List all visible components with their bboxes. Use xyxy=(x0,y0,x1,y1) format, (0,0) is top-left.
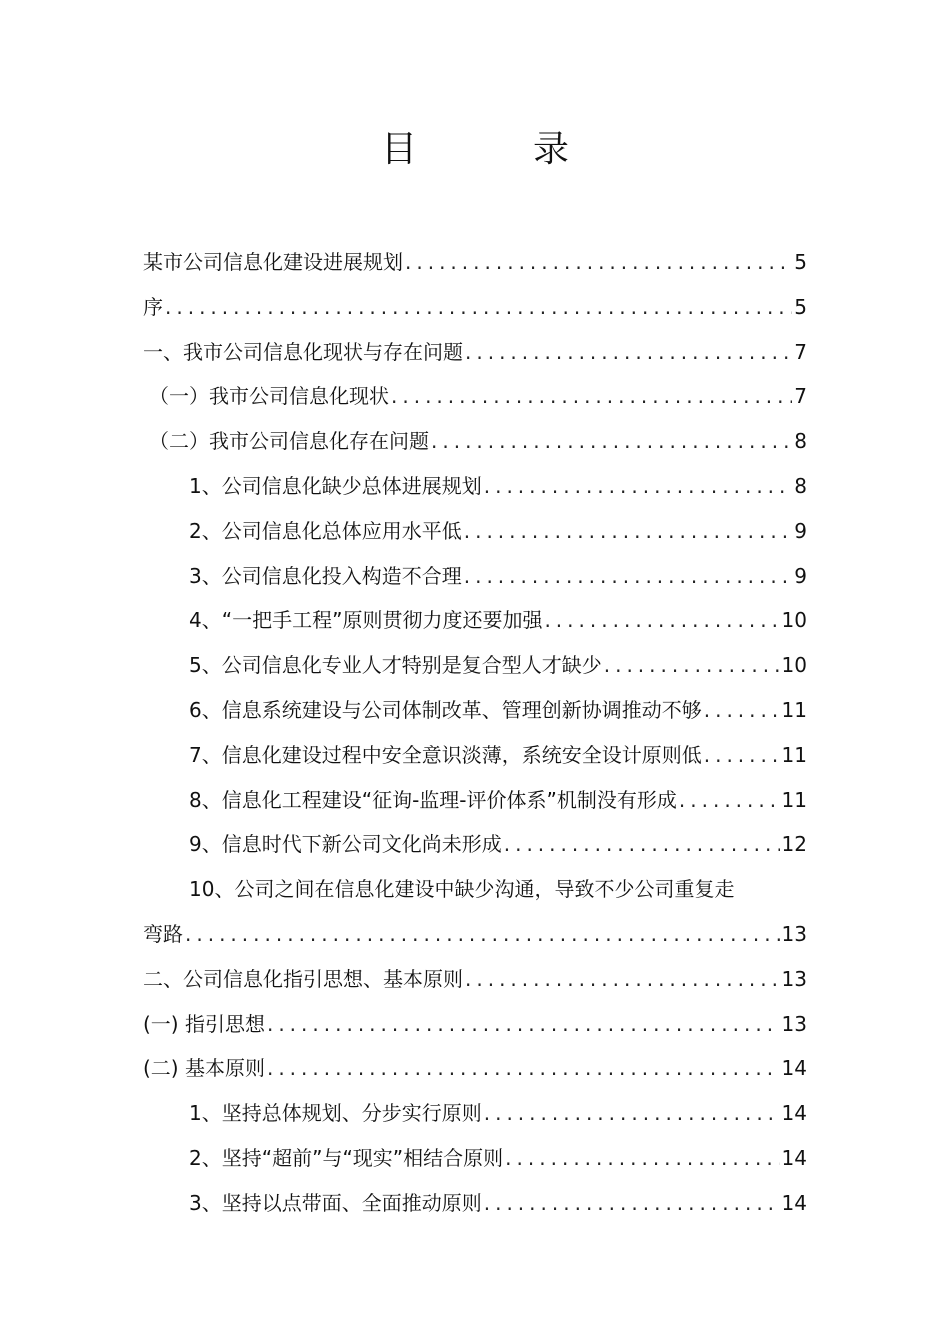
dot-leader xyxy=(165,285,792,330)
toc-entry[interactable] xyxy=(143,912,807,957)
dot-leader xyxy=(185,912,780,957)
toc-entry-text: （一）我市公司信息化现状 xyxy=(149,384,389,409)
toc-entry[interactable] xyxy=(143,374,807,419)
toc-entry[interactable] xyxy=(143,419,807,464)
toc-page-number: 13 xyxy=(781,921,807,946)
toc-entry-text: 10、公司之间在信息化建设中缺少沟通，导致不少公司重复走 xyxy=(189,877,735,902)
toc-entry[interactable] xyxy=(143,598,807,643)
dot-leader xyxy=(465,957,780,1002)
toc-entry[interactable] xyxy=(143,285,807,330)
toc-page-number: 7 xyxy=(794,339,807,364)
toc-page-number: 9 xyxy=(794,563,807,588)
dot-leader xyxy=(544,598,779,643)
toc-page-number: 12 xyxy=(781,832,807,857)
toc-entry[interactable] xyxy=(143,464,807,509)
dot-leader xyxy=(604,643,780,688)
toc-entry-text: （二）我市公司信息化存在问题 xyxy=(149,429,429,454)
toc-entry-text: 7、信息化建设过程中安全意识淡薄，系统安全设计原则低 xyxy=(189,742,702,767)
dot-leader xyxy=(484,464,793,509)
dot-leader xyxy=(267,1046,780,1091)
toc-title: 目 录 xyxy=(380,129,609,170)
dot-leader xyxy=(505,1136,779,1181)
toc-entry[interactable] xyxy=(143,1181,807,1226)
toc-page-number: 9 xyxy=(794,518,807,543)
dot-leader xyxy=(464,554,793,599)
toc-entry-text: 某市公司信息化建设进展规划 xyxy=(143,250,403,274)
toc-entry-text: 2、坚持“超前”与“现实”相结合原则 xyxy=(189,1145,504,1170)
toc-entry-text: 9、信息时代下新公司文化尚未形成 xyxy=(189,832,502,857)
toc-entry[interactable] xyxy=(143,643,807,688)
dot-leader xyxy=(464,509,793,554)
toc-entry[interactable] xyxy=(143,240,807,285)
toc-entry[interactable] xyxy=(143,509,807,554)
toc-entry-text: 5、公司信息化专业人才特别是复合型人才缺少 xyxy=(189,653,602,678)
toc-entry-text: 序 xyxy=(143,294,163,319)
toc-page-number: 8 xyxy=(794,429,807,454)
toc-entry-text: 二、公司信息化指引思想、基本原则 xyxy=(143,966,463,991)
toc-page-number: 10 xyxy=(781,608,807,633)
toc-entry-text: 弯路 xyxy=(143,921,183,946)
toc-page-number: 5 xyxy=(794,250,807,274)
toc-page-number: 7 xyxy=(794,384,807,409)
toc-entry-text: (二) 基本原则 xyxy=(143,1056,265,1081)
table-of-contents xyxy=(143,240,807,1226)
toc-page-number: 13 xyxy=(781,966,807,991)
toc-page-number: 8 xyxy=(794,473,807,498)
toc-entry-text: 3、公司信息化投入构造不合理 xyxy=(189,563,462,588)
toc-entry-text: 1、公司信息化缺少总体进展规划 xyxy=(189,473,482,498)
dot-leader xyxy=(484,1181,780,1226)
toc-page-number: 11 xyxy=(781,697,807,722)
toc-entry-text: 1、坚持总体规划、分步实行原则 xyxy=(189,1101,482,1126)
dot-leader xyxy=(704,688,780,733)
toc-entry-text: 6、信息系统建设与公司体制改革、管理创新协调推动不够 xyxy=(189,697,702,722)
toc-entry[interactable] xyxy=(143,1046,807,1091)
toc-entry-text: 2、公司信息化总体应用水平低 xyxy=(189,518,462,543)
toc-entry-text: 8、信息化工程建设“征询-监理-评价体系”机制没有形成 xyxy=(189,787,677,812)
dot-leader xyxy=(484,1091,780,1136)
toc-entry[interactable] xyxy=(143,1002,807,1047)
dot-leader xyxy=(431,419,792,464)
dot-leader xyxy=(391,374,792,419)
toc-entry[interactable] xyxy=(143,1136,807,1181)
toc-page-number: 14 xyxy=(781,1145,807,1170)
toc-entry-text: (一) 指引思想 xyxy=(143,1011,265,1036)
dot-leader xyxy=(267,1002,780,1047)
toc-page-number: 14 xyxy=(781,1056,807,1081)
toc-page-number: 13 xyxy=(781,1011,807,1036)
toc-entry[interactable] xyxy=(143,822,807,867)
toc-entry[interactable] xyxy=(143,957,807,1002)
dot-leader xyxy=(704,733,780,778)
toc-entry[interactable] xyxy=(143,554,807,599)
toc-page-number: 11 xyxy=(781,742,807,767)
toc-entry[interactable] xyxy=(143,688,807,733)
toc-page-number: 11 xyxy=(781,787,807,812)
toc-entry[interactable] xyxy=(143,1091,807,1136)
toc-entry-text: 一、我市公司信息化现状与存在问题 xyxy=(143,339,463,364)
toc-page-number: 14 xyxy=(781,1101,807,1126)
dot-leader xyxy=(465,330,792,375)
toc-page-number: 5 xyxy=(794,294,807,319)
toc-entry[interactable] xyxy=(143,733,807,778)
toc-entry-wrapped-line[interactable] xyxy=(143,867,807,912)
toc-entry-text: 3、坚持以点带面、全面推动原则 xyxy=(189,1190,482,1215)
toc-page-number: 10 xyxy=(781,653,807,678)
toc-entry[interactable] xyxy=(143,330,807,375)
dot-leader xyxy=(679,778,780,823)
toc-entry-text: 4、“一把手工程”原则贯彻力度还要加强 xyxy=(189,608,543,633)
dot-leader xyxy=(405,240,792,285)
toc-entry[interactable] xyxy=(143,778,807,823)
dot-leader xyxy=(504,822,780,867)
toc-page-number: 14 xyxy=(781,1190,807,1215)
